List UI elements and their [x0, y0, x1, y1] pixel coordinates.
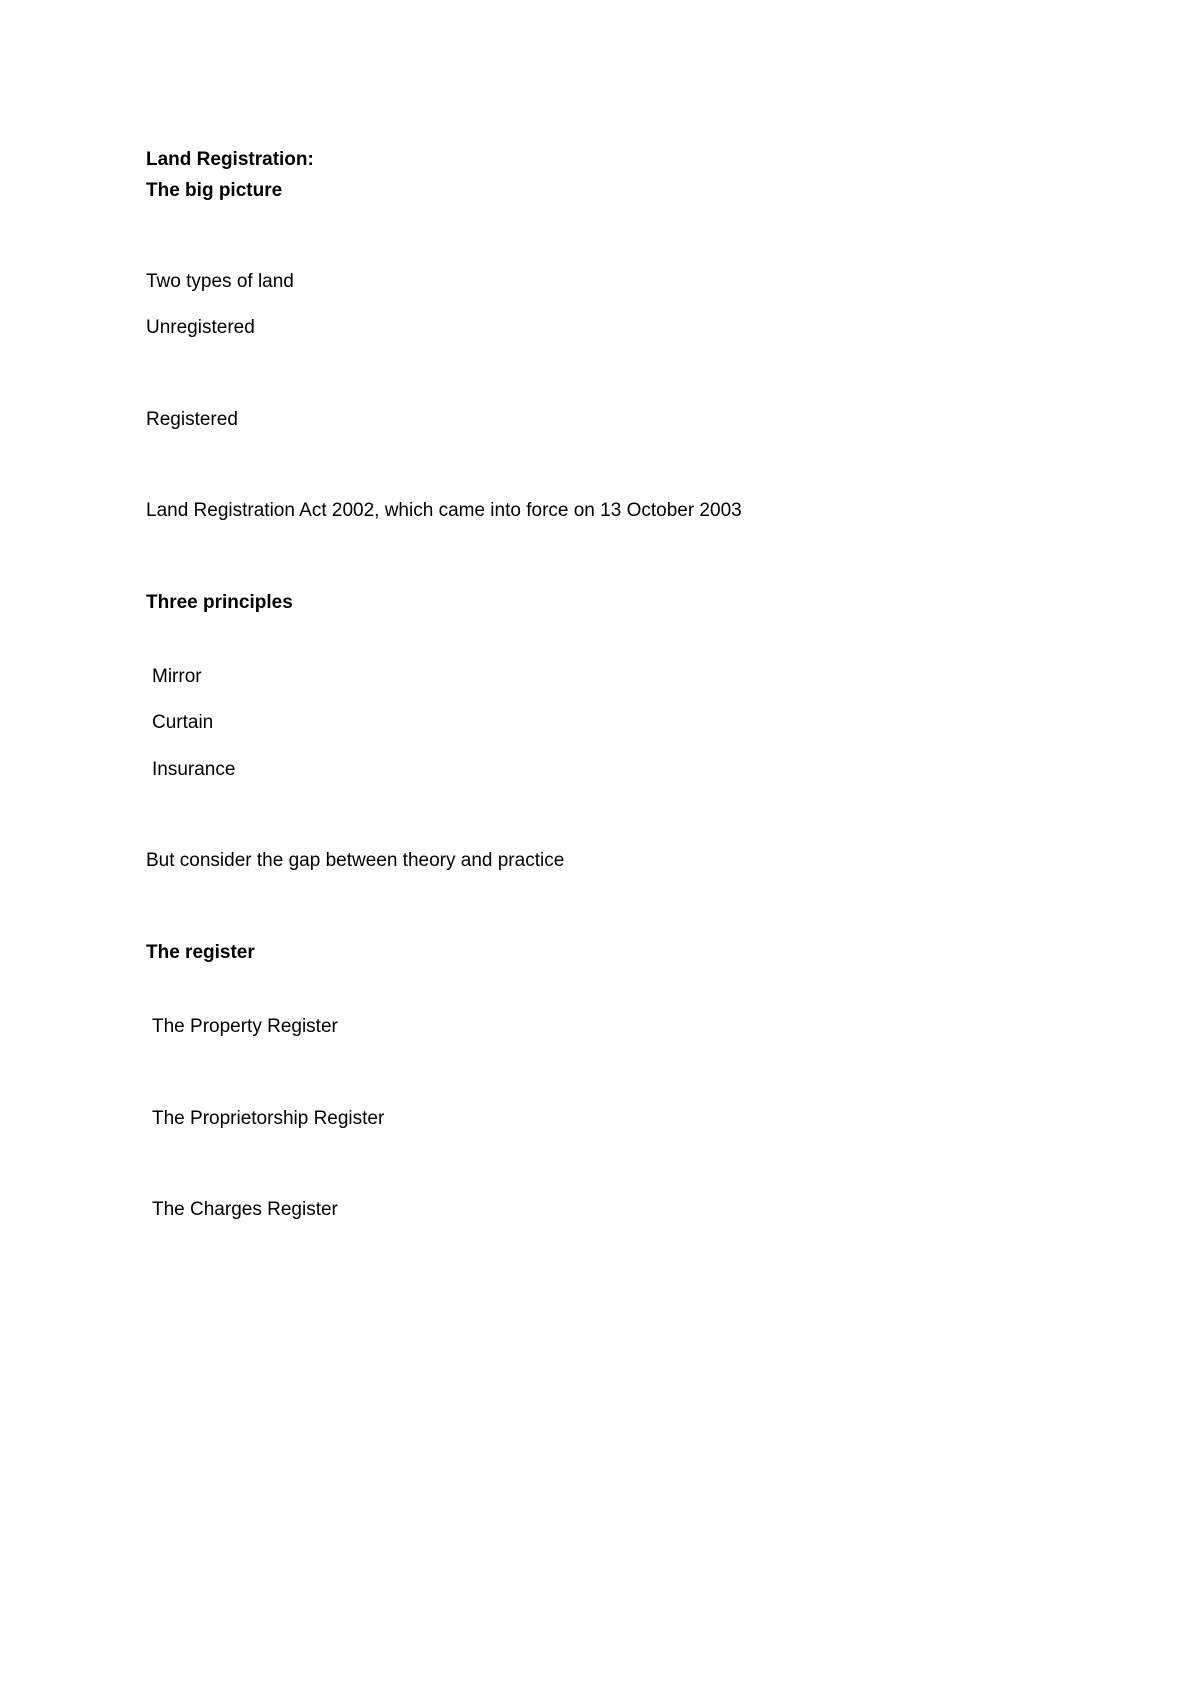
type-unregistered: Unregistered: [146, 317, 255, 338]
title-line-1: Land Registration:: [146, 149, 314, 170]
principles-heading: Three principles: [146, 592, 293, 613]
title-line-2: The big picture: [146, 180, 283, 201]
register-heading: The register: [146, 942, 255, 963]
types-heading: Two types of land: [146, 271, 294, 292]
act-line: Land Registration Act 2002, which came into force on 13 October 2003: [146, 500, 742, 521]
type-registered: Registered: [146, 409, 238, 430]
principle-mirror: Mirror: [152, 666, 202, 687]
register-charges: The Charges Register: [152, 1199, 338, 1220]
gap-line: But consider the gap between theory and practice: [146, 850, 565, 871]
principle-curtain: Curtain: [152, 712, 214, 733]
register-proprietorship: The Proprietorship Register: [152, 1108, 385, 1129]
register-property: The Property Register: [152, 1016, 338, 1037]
principle-insurance: Insurance: [152, 759, 236, 780]
